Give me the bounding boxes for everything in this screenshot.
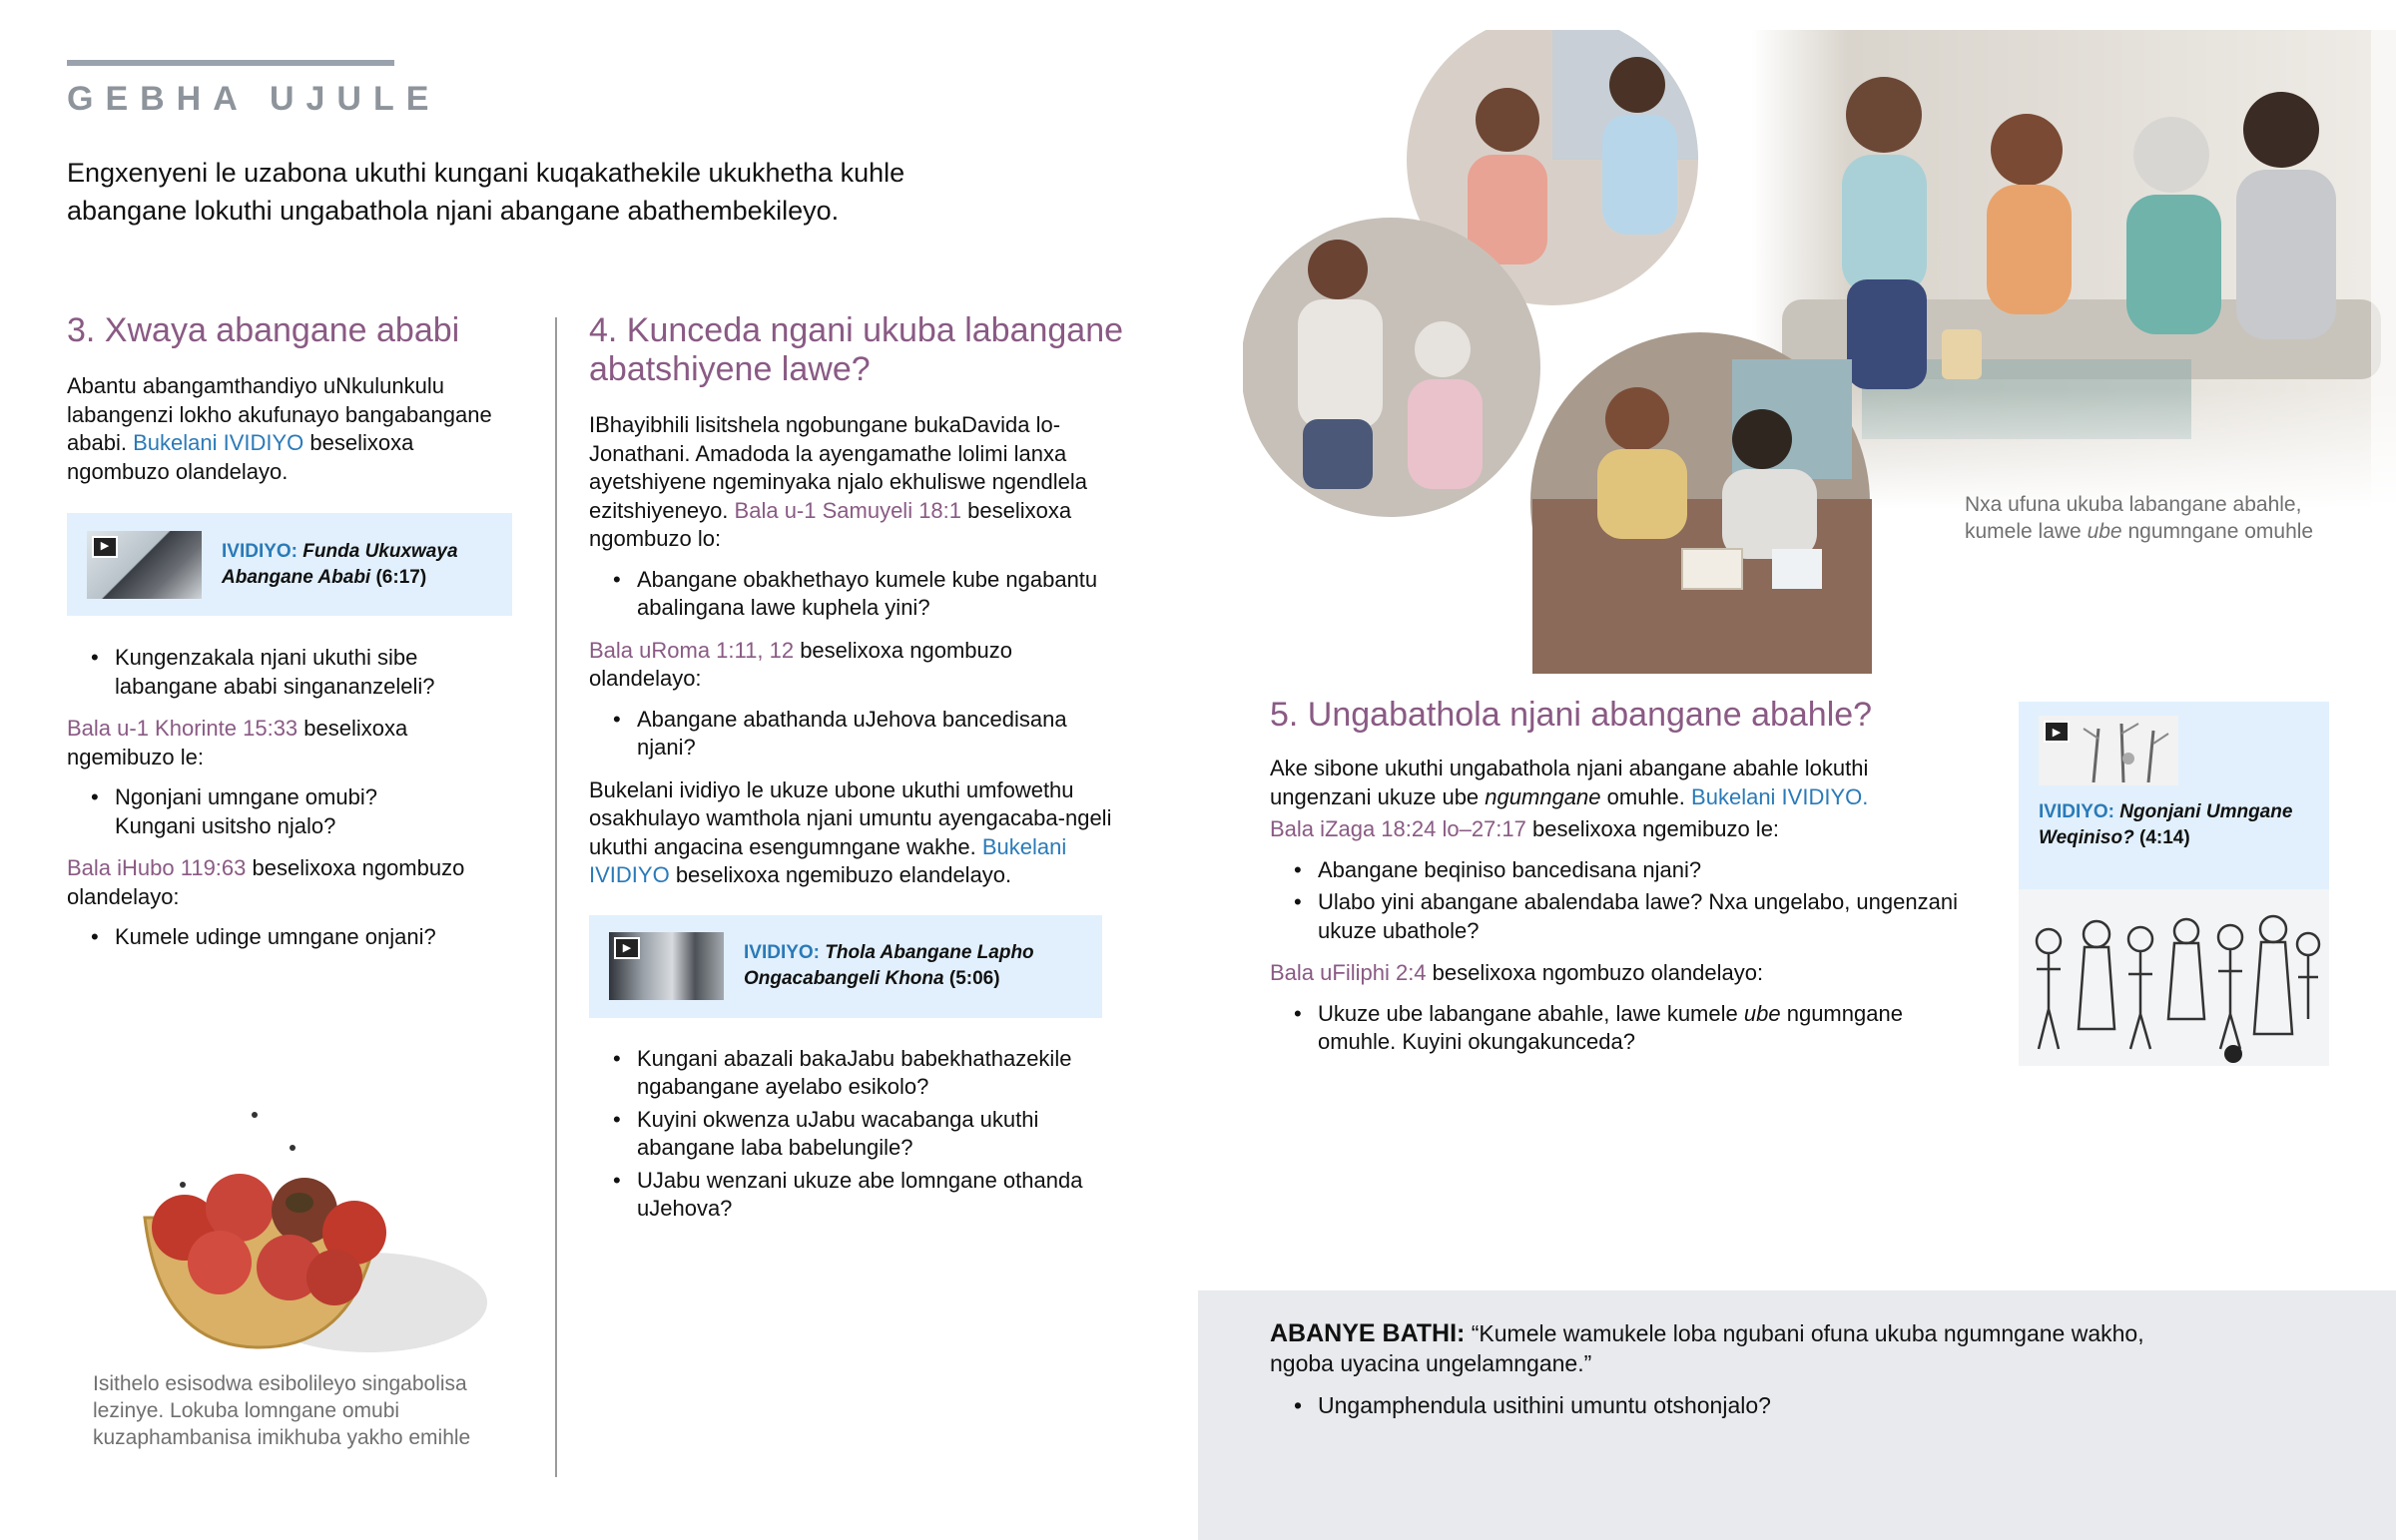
section-4-video-intro: Bukelani ividiyo le ukuze ubone ukuthi umfowethu osakhulayo wamthola njani umuntu ayengacaba-ngeli ukuthi angacina esengumngane wakhe. Bukelani IVIDIYO beselixoxa ngemibuzo elandelayo. (589, 776, 1112, 887)
scripture-reference[interactable]: Bala uFiliphi 2:4 (1270, 960, 1427, 985)
play-icon[interactable]: ▶ (614, 937, 640, 959)
tree-sketch-icon (2074, 719, 2173, 782)
header-rule (67, 60, 394, 66)
scripture-reference[interactable]: Bala iHubo 119:63 (67, 855, 247, 880)
video-box-find-friends[interactable] (589, 915, 1102, 1018)
video-caption: IVIDIYO: Ngonjani Umngane Weqiniso? (4:14) (2039, 801, 2293, 848)
video-thumbnail[interactable] (609, 932, 724, 1000)
question-item: • Ungamphendula usithini umuntu otshonjalo? (1270, 1390, 2168, 1420)
watch-video-link[interactable]: Bukelani IVIDIYO. (1691, 783, 1869, 809)
others-say-box (1198, 1290, 2396, 1540)
section-5-title: 5. Ungabathola njani abangane abahle? (1270, 696, 1873, 734)
video-illustration-panel (2019, 889, 2329, 1066)
scripture-reference[interactable]: Bala iZaga 18:24 lo–27:17 (1270, 816, 1526, 841)
others-say-quote: ABANYE BATHI: “Kumele wamukele loba ngubani ofuna ukuba ngumngane wakho, ngoba uyacina ungelamngane.” (1270, 1319, 2144, 1376)
section-3 (67, 311, 516, 952)
section-4-title: 4. Kunceda ngani ukuba labangane abatshiyene lawe? (589, 311, 1124, 388)
scripture-reference[interactable]: Bala uRoma 1:11, 12 (589, 637, 795, 663)
video-thumbnail[interactable] (2039, 716, 2178, 785)
section-4 (589, 311, 1128, 1224)
video-caption: IVIDIYO: Funda Ukuxwaya Abangane Ababi (6:17) (222, 540, 458, 588)
video-caption: IVIDIYO: Thola Abangane Lapho Ongacabangeli Khona (5:06) (744, 942, 1034, 989)
section-3-intro: Abantu abangamthandiyo uNkulunkulu labangenzi lokho akufunayo bangabangane ababi. Bukelani IVIDIYO beselixoxa ngombuzo olandelayo. (67, 373, 492, 484)
play-icon[interactable]: ▶ (92, 536, 118, 558)
section-5-intro: Ake sibone ukuthi ungabathola njani abangane abahle lokuthi ungenzani ukuze ube ngumngane omuhle. Bukelani IVIDIYO. (1270, 756, 1869, 809)
question-item: • Kumele udinge umngane onjani? (67, 923, 516, 952)
reading-instruction: Bala iZaga 18:24 lo–27:17 beselixoxa ngemibuzo le: (1270, 816, 1780, 841)
reading-instruction: Bala iHubo 119:63 beselixoxa ngombuzo olandelayo: (67, 855, 465, 909)
others-say-content (1270, 1318, 2168, 1420)
scripture-reference[interactable]: Bala u-1 Khorinte 15:33 (67, 716, 299, 741)
rotten-apple-bowl-illustration (130, 1103, 489, 1362)
question-item: • Abangane abathanda uJehova bancedisana njani? (589, 706, 1128, 763)
watch-video-link[interactable]: Bukelani IVIDIYO (133, 430, 304, 455)
video-thumbnail[interactable] (87, 531, 202, 599)
video-box-avoid-bad-friends[interactable] (67, 513, 512, 616)
watch-video-link[interactable]: Bukelani IVIDIYO (589, 833, 1067, 887)
reading-instruction: Bala u-1 Khorinte 15:33 beselixoxa ngemibuzo le: (67, 716, 408, 770)
question-item: • UJabu wenzani ukuze abe lomngane othanda uJehova? (589, 1167, 1128, 1224)
reading-instruction: Bala uFiliphi 2:4 beselixoxa ngombuzo olandelayo: (1270, 960, 1764, 985)
question-item: • Ulabo yini abangane abalendaba lawe? Nxa ungelabo, ungenzani ukuze ubathole? (1270, 888, 1959, 945)
section-5 (1270, 696, 1959, 1057)
video-card-true-friend[interactable] (2019, 702, 2329, 1066)
column-divider (555, 317, 557, 1477)
reading-instruction: Bala uRoma 1:11, 12 beselixoxa ngombuzo olandelayo: (589, 637, 1012, 691)
question-item: • Ukuze ube labangane abahle, lawe kumele ube ngumngane omuhle. Kuyini okungakunceda? (1270, 1000, 1959, 1057)
question-item: • Ngonjani umngane omubi? Kungani usitsho njalo? (67, 783, 516, 840)
people-sketch-illustration (2019, 889, 2329, 1066)
section-3-title: 3. Xwaya abangane ababi (67, 311, 460, 349)
section-4-intro: IBhayibhili lisitshela ngobungane bukaDavida lo-Jonathani. Amadoda la ayengamathe lolimi lanxa ayetshiyene ngeminyaka njalo ekhuliswe ngendlela ezitshiyeneyo. Bala u-1 Samuyeli 18:1 beselixoxa ngombuzo lo: (589, 412, 1087, 551)
question-item: • Abangane obakhethayo kumele kube ngabantu abalingana lawe kuphela yini? (589, 566, 1128, 623)
question-item: • Abangane beqiniso bancedisana njani? (1270, 856, 1959, 885)
question-item: • Kuyini okwenza uJabu wacabanga ukuthi abangane laba babelungile? (589, 1106, 1128, 1163)
question-item: • Kungani abazali bakaJabu babekhathazekile ngabangane ayelabo esikolo? (589, 1045, 1128, 1102)
friends-photo-collage (1243, 30, 2396, 674)
collage-caption: Nxa ufuna ukuba labangane abahle, kumele lawe ube ngumngane omuhle (1965, 493, 2314, 543)
intro-paragraph: Engxenyeni le uzabona ukuthi kungani kuqakathekile ukukhetha kuhle abangane lokuthi ungabathola njani abangane abathembekileyo. (67, 158, 905, 226)
section-eyebrow: GEBHA UJULE (67, 80, 441, 118)
scripture-reference[interactable]: Bala u-1 Samuyeli 18:1 (734, 497, 962, 523)
question-item: • Kungenzakala njani ukuthi sibe labangane ababi singananzeleli? (67, 644, 516, 701)
play-icon[interactable]: ▶ (2044, 721, 2070, 743)
apple-caption: Isithelo esisodwa esibolileyo singabolisa lezinye. Lokuba lomngane omubi kuzaphambanisa imikhuba yakho emihle (93, 1372, 471, 1449)
